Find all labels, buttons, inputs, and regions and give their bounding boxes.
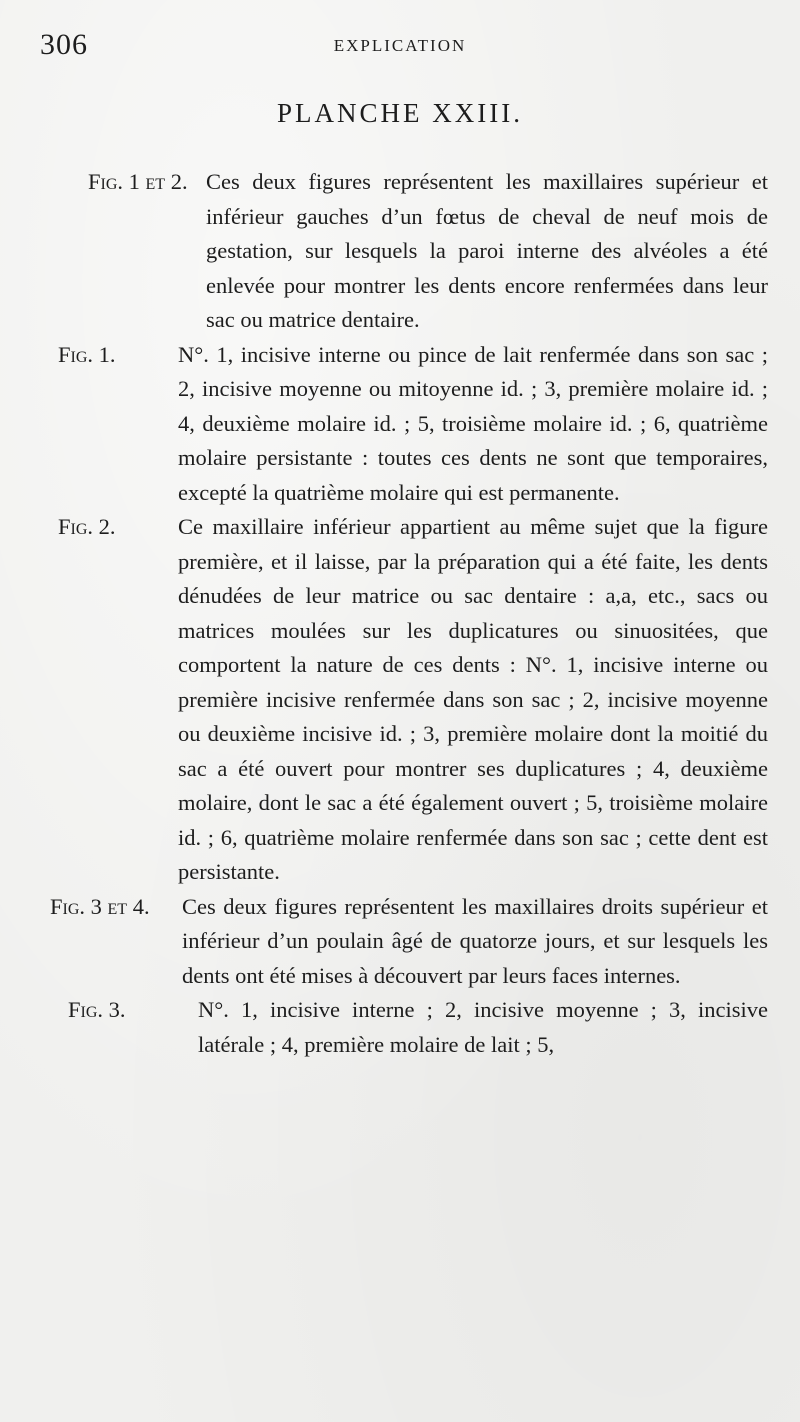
entry-label: Fig. 1 et 2. bbox=[88, 169, 188, 194]
running-head bbox=[40, 28, 760, 64]
entry-fig-3-4 bbox=[50, 890, 768, 994]
entry-fig-1-2 bbox=[88, 165, 768, 338]
entry-fig-2 bbox=[58, 510, 768, 890]
entry-fig-1 bbox=[58, 338, 768, 511]
page-number: 306 bbox=[40, 28, 88, 61]
entry-label: Fig. 3. bbox=[68, 997, 126, 1022]
running-title: EXPLICATION bbox=[333, 36, 467, 55]
plate-title: PLANCHE XXIII. bbox=[277, 98, 523, 128]
entry-label: Fig. 1. bbox=[58, 341, 116, 367]
entry-text: Ces deux figures représentent les maxillaires supérieur et inférieur gauches d’un fœtus de cheval de neuf mois de gestation, sur lesquels la paroi interne des alvéoles a été enlevée pour montrer les dents encore renfermées dans leur sac ou matrice dentaire. bbox=[206, 169, 768, 332]
entry-label: Fig. 3 et 4. bbox=[50, 893, 150, 919]
entry-text: N°. 1, incisive interne ou pince de lait renfermée dans son sac ; 2, incisive moyenne ou mitoyenne id. ; 3, première molaire id. ; 4, deuxième molaire id. ; 5, troisième molaire id. ; 6, quatrième molaire persistante : toutes ces dents ne sont que temporaires, excepté la quatrième molaire qui est permanente. bbox=[178, 341, 768, 505]
figure-explanations bbox=[50, 165, 768, 1062]
entry-fig-3 bbox=[68, 993, 768, 1062]
entry-text: Ces deux figures représentent les maxillaires droits supérieur et inférieur d’un poulain âgé de quatorze jours, et sur lesquels les dents ont été mises à découvert par leurs faces internes. bbox=[182, 893, 768, 988]
entry-text: N°. 1, incisive interne ; 2, incisive moyenne ; 3, incisive latérale ; 4, première molaire de lait ; 5, bbox=[198, 997, 768, 1057]
entry-text: Ce maxillaire inférieur appartient au même sujet que la figure première, et il laisse, par la préparation qui a été faite, les dents dénudées de leur matrice ou sac dentaire : a,a, etc., sacs ou matrices moulées sur les duplicatures ou sinuositées, que comportent la nature de ces dents : N°. 1, incisive interne ou première incisive renfermée dans son sac ; 2, incisive moyenne ou deuxième incisive id. ; 3, première molaire dont la moitié du sac a été ouvert pour montrer ses duplicatures ; 4, deuxième molaire, dont le sac a été également ouvert ; 5, troisième molaire id. ; 6, quatrième molaire renfermée dans son sac ; cette dent est persistante. bbox=[178, 514, 768, 884]
entry-label: Fig. 2. bbox=[58, 514, 116, 539]
